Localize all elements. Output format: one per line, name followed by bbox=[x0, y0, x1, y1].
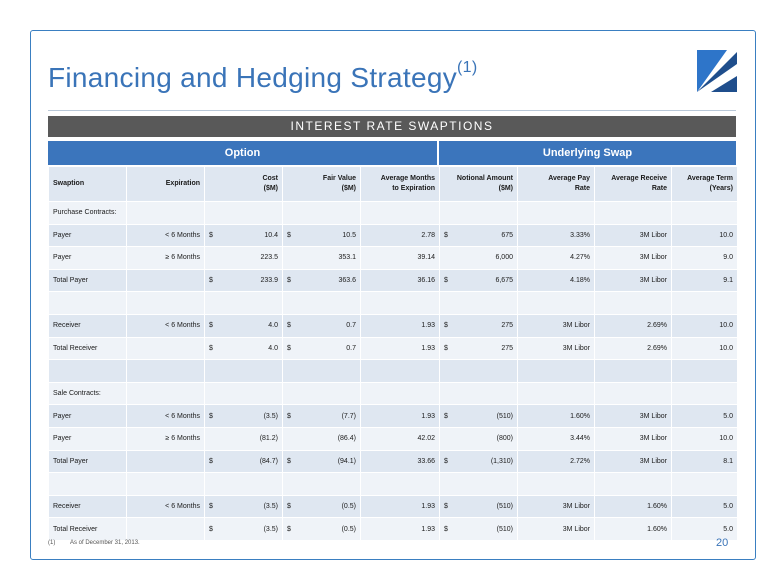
cell-avg-receive-rate bbox=[595, 473, 671, 495]
cell-avg-receive-rate: 3M Libor bbox=[595, 270, 671, 292]
cell-avg-pay-rate: 4.27% bbox=[518, 247, 594, 269]
cell-swaption: Payer bbox=[49, 428, 126, 450]
cell-avg-receive-rate: 3M Libor bbox=[595, 247, 671, 269]
cell-avg-term: 9.0 bbox=[672, 247, 737, 269]
cell-swaption: Purchase Contracts: bbox=[49, 202, 126, 224]
cell-avg-pay-rate: 3M Libor bbox=[518, 338, 594, 360]
cell-avg-pay-rate: 1.60% bbox=[518, 405, 594, 427]
cell-avg-months: 36.16 bbox=[361, 270, 439, 292]
table-row bbox=[49, 225, 737, 247]
cell-expiration bbox=[127, 338, 204, 360]
cell-avg-receive-rate: 3M Libor bbox=[595, 428, 671, 450]
cell-avg-pay-rate: 3.33% bbox=[518, 225, 594, 247]
cell-cost: $ (3.5) bbox=[205, 405, 282, 427]
cell-avg-pay-rate: 3M Libor bbox=[518, 496, 594, 518]
cell-avg-months: 33.66 bbox=[361, 451, 439, 473]
cell-avg-months bbox=[361, 383, 439, 405]
title-divider bbox=[48, 110, 736, 111]
cell-notional: $ 275 bbox=[440, 315, 517, 337]
title-text: Financing and Hedging Strategy bbox=[48, 62, 458, 93]
table-row bbox=[49, 338, 737, 360]
cell-avg-pay-rate bbox=[518, 383, 594, 405]
col-header-cost: Cost ($M) bbox=[205, 167, 282, 201]
cell-expiration: ≥ 6 Months bbox=[127, 428, 204, 450]
table-row bbox=[49, 247, 737, 269]
cell-avg-term: 9.1 bbox=[672, 270, 737, 292]
cell-notional: 6,000 bbox=[440, 247, 517, 269]
cell-avg-months: 2.78 bbox=[361, 225, 439, 247]
table-row bbox=[49, 383, 737, 405]
cell-avg-months: 1.93 bbox=[361, 496, 439, 518]
cell-expiration bbox=[127, 270, 204, 292]
company-logo-icon bbox=[697, 50, 737, 92]
table-row bbox=[49, 473, 737, 495]
cell-avg-term bbox=[672, 292, 737, 314]
cell-swaption: Payer bbox=[49, 247, 126, 269]
cell-avg-pay-rate bbox=[518, 473, 594, 495]
swaptions-table bbox=[48, 166, 738, 541]
cell-cost bbox=[205, 292, 282, 314]
col-header-avg-term: Average Term (Years) bbox=[672, 167, 737, 201]
col-header-expiration: Expiration bbox=[127, 167, 204, 201]
cell-expiration bbox=[127, 202, 204, 224]
cell-fair-value: $ 0.7 bbox=[283, 315, 360, 337]
cell-avg-pay-rate: 3M Libor bbox=[518, 315, 594, 337]
cell-swaption bbox=[49, 292, 126, 314]
cell-fair-value bbox=[283, 473, 360, 495]
cell-fair-value bbox=[283, 383, 360, 405]
cell-cost: $ 10.4 bbox=[205, 225, 282, 247]
cell-swaption: Total Receiver bbox=[49, 338, 126, 360]
cell-swaption bbox=[49, 360, 126, 382]
table-banner: INTEREST RATE SWAPTIONS bbox=[48, 116, 736, 137]
cell-cost bbox=[205, 383, 282, 405]
table-row bbox=[49, 518, 737, 540]
cell-avg-term bbox=[672, 202, 737, 224]
cell-cost: 223.5 bbox=[205, 247, 282, 269]
cell-avg-pay-rate: 2.72% bbox=[518, 451, 594, 473]
cell-cost: $ (3.5) bbox=[205, 518, 282, 540]
cell-expiration: < 6 Months bbox=[127, 496, 204, 518]
cell-notional bbox=[440, 383, 517, 405]
column-group-header bbox=[48, 141, 736, 165]
cell-avg-pay-rate bbox=[518, 202, 594, 224]
cell-notional: $ (1,310) bbox=[440, 451, 517, 473]
cell-cost: $ 4.0 bbox=[205, 315, 282, 337]
col-header-avg-pay-rate: Average Pay Rate bbox=[518, 167, 594, 201]
table-row bbox=[49, 270, 737, 292]
cell-fair-value: (86.4) bbox=[283, 428, 360, 450]
cell-notional bbox=[440, 360, 517, 382]
cell-avg-term: 10.0 bbox=[672, 315, 737, 337]
cell-avg-term: 5.0 bbox=[672, 518, 737, 540]
cell-expiration: < 6 Months bbox=[127, 405, 204, 427]
cell-avg-receive-rate bbox=[595, 202, 671, 224]
cell-cost: $ (84.7) bbox=[205, 451, 282, 473]
cell-avg-receive-rate: 3M Libor bbox=[595, 225, 671, 247]
cell-avg-receive-rate bbox=[595, 292, 671, 314]
cell-avg-months bbox=[361, 292, 439, 314]
underlying-swap-group-header: Underlying Swap bbox=[439, 141, 736, 165]
cell-avg-months: 42.02 bbox=[361, 428, 439, 450]
cell-fair-value: $ (0.5) bbox=[283, 496, 360, 518]
table-row bbox=[49, 202, 737, 224]
cell-notional: $ (510) bbox=[440, 405, 517, 427]
cell-cost bbox=[205, 360, 282, 382]
cell-avg-receive-rate: 3M Libor bbox=[595, 451, 671, 473]
table-row bbox=[49, 405, 737, 427]
cell-avg-months: 1.93 bbox=[361, 405, 439, 427]
cell-avg-term bbox=[672, 473, 737, 495]
cell-swaption: Receiver bbox=[49, 496, 126, 518]
cell-notional: $ 6,675 bbox=[440, 270, 517, 292]
col-header-notional: Notional Amount ($M) bbox=[440, 167, 517, 201]
cell-avg-term: 10.0 bbox=[672, 428, 737, 450]
cell-avg-receive-rate: 1.60% bbox=[595, 518, 671, 540]
cell-notional: $ (510) bbox=[440, 518, 517, 540]
cell-avg-receive-rate: 1.60% bbox=[595, 496, 671, 518]
cell-notional bbox=[440, 292, 517, 314]
col-header-avg-months: Average Months to Expiration bbox=[361, 167, 439, 201]
cell-expiration bbox=[127, 383, 204, 405]
cell-avg-pay-rate: 3M Libor bbox=[518, 518, 594, 540]
cell-expiration bbox=[127, 473, 204, 495]
cell-cost: $ 233.9 bbox=[205, 270, 282, 292]
cell-avg-months: 39.14 bbox=[361, 247, 439, 269]
cell-swaption: Total Receiver bbox=[49, 518, 126, 540]
cell-notional: $ (510) bbox=[440, 496, 517, 518]
cell-cost: $ 4.0 bbox=[205, 338, 282, 360]
cell-notional: (800) bbox=[440, 428, 517, 450]
cell-avg-receive-rate bbox=[595, 360, 671, 382]
table-row bbox=[49, 292, 737, 314]
cell-notional bbox=[440, 202, 517, 224]
cell-cost: (81.2) bbox=[205, 428, 282, 450]
cell-fair-value: $ 10.5 bbox=[283, 225, 360, 247]
cell-swaption bbox=[49, 473, 126, 495]
cell-swaption: Sale Contracts: bbox=[49, 383, 126, 405]
title-footnote-marker: (1) bbox=[457, 59, 478, 76]
cell-avg-months bbox=[361, 202, 439, 224]
cell-fair-value: 353.1 bbox=[283, 247, 360, 269]
cell-fair-value: $ 0.7 bbox=[283, 338, 360, 360]
footnote-text: As of December 31, 2013. bbox=[70, 540, 140, 546]
cell-avg-term: 10.0 bbox=[672, 338, 737, 360]
cell-avg-term: 5.0 bbox=[672, 405, 737, 427]
cell-expiration bbox=[127, 360, 204, 382]
footnote-number: (1) bbox=[48, 540, 56, 546]
cell-fair-value: $ (0.5) bbox=[283, 518, 360, 540]
cell-fair-value: $ (7.7) bbox=[283, 405, 360, 427]
table-row bbox=[49, 315, 737, 337]
cell-swaption: Total Payer bbox=[49, 451, 126, 473]
cell-avg-pay-rate: 4.18% bbox=[518, 270, 594, 292]
cell-fair-value: $ 363.6 bbox=[283, 270, 360, 292]
cell-expiration bbox=[127, 292, 204, 314]
cell-expiration: ≥ 6 Months bbox=[127, 247, 204, 269]
cell-avg-months bbox=[361, 473, 439, 495]
cell-avg-receive-rate: 3M Libor bbox=[595, 405, 671, 427]
cell-avg-term: 10.0 bbox=[672, 225, 737, 247]
cell-fair-value: $ (94.1) bbox=[283, 451, 360, 473]
column-header-row bbox=[49, 167, 737, 201]
cell-avg-term bbox=[672, 360, 737, 382]
cell-avg-months: 1.93 bbox=[361, 518, 439, 540]
cell-fair-value bbox=[283, 292, 360, 314]
cell-avg-receive-rate bbox=[595, 383, 671, 405]
option-group-header: Option bbox=[48, 141, 437, 165]
col-header-swaption: Swaption bbox=[49, 167, 126, 201]
cell-fair-value bbox=[283, 360, 360, 382]
table-row bbox=[49, 428, 737, 450]
cell-swaption: Payer bbox=[49, 225, 126, 247]
cell-avg-months: 1.93 bbox=[361, 315, 439, 337]
cell-avg-term: 8.1 bbox=[672, 451, 737, 473]
cell-cost: $ (3.5) bbox=[205, 496, 282, 518]
cell-cost bbox=[205, 473, 282, 495]
cell-notional: $ 275 bbox=[440, 338, 517, 360]
page-number: 20 bbox=[716, 537, 729, 549]
col-header-avg-receive-rate: Average Receive Rate bbox=[595, 167, 671, 201]
cell-avg-term bbox=[672, 383, 737, 405]
cell-cost bbox=[205, 202, 282, 224]
cell-avg-pay-rate: 3.44% bbox=[518, 428, 594, 450]
page-title bbox=[48, 59, 478, 94]
col-header-fair-value: Fair Value ($M) bbox=[283, 167, 360, 201]
cell-expiration: < 6 Months bbox=[127, 315, 204, 337]
cell-fair-value bbox=[283, 202, 360, 224]
table-row bbox=[49, 451, 737, 473]
cell-swaption: Total Payer bbox=[49, 270, 126, 292]
footnote bbox=[48, 540, 140, 546]
table-row bbox=[49, 496, 737, 518]
cell-avg-pay-rate bbox=[518, 360, 594, 382]
cell-swaption: Receiver bbox=[49, 315, 126, 337]
cell-expiration bbox=[127, 451, 204, 473]
cell-avg-receive-rate: 2.69% bbox=[595, 338, 671, 360]
table-row bbox=[49, 360, 737, 382]
cell-avg-months bbox=[361, 360, 439, 382]
cell-avg-pay-rate bbox=[518, 292, 594, 314]
cell-swaption: Payer bbox=[49, 405, 126, 427]
cell-notional bbox=[440, 473, 517, 495]
cell-expiration: < 6 Months bbox=[127, 225, 204, 247]
cell-avg-term: 5.0 bbox=[672, 496, 737, 518]
cell-expiration bbox=[127, 518, 204, 540]
cell-avg-months: 1.93 bbox=[361, 338, 439, 360]
cell-avg-receive-rate: 2.69% bbox=[595, 315, 671, 337]
cell-notional: $ 675 bbox=[440, 225, 517, 247]
